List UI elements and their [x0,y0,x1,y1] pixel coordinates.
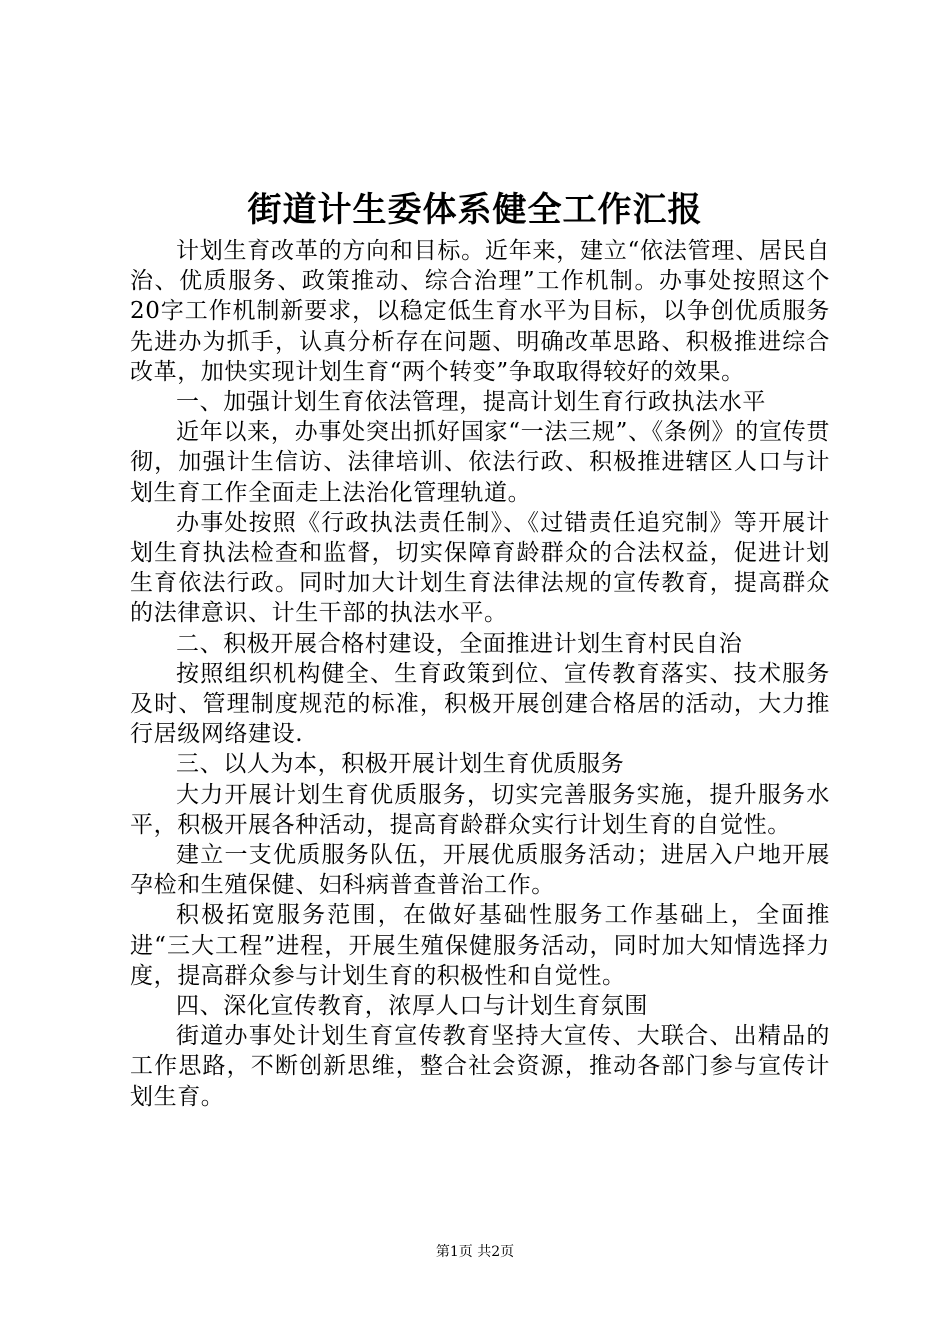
document-body [130,236,830,1112]
paragraph: 办事处按照《行政执法责任制》、《过错责任追究制》等开展计划生育执法检查和监督，切实保障育龄群众的合法权益，促进计划生育依法行政。同时加大计划生育法律法规的宣传教育，提高群众的法律意识、计生干部的执法水平。 [130,509,830,627]
section-heading-3: 三、以人为本，积极开展计划生育优质服务 [176,751,625,778]
paragraph: 大力开展计划生育优质服务，切实完善服务实施，提升服务水平，积极开展各种活动，提高育龄群众实行计划生育的自觉性。 [130,781,830,838]
page-number-footer: 第1页 共2页 [435,1244,515,1260]
paragraph: 积极拓宽服务范围，在做好基础性服务工作基础上，全面推进“三大工程”进程，开展生殖保健服务活动，同时加大知情选择力度，提高群众参与计划生育的积极性和自觉性。 [130,902,830,989]
paragraph: 按照组织机构健全、生育政策到位、宣传教育落实、技术服务及时、管理制度规范的标准，积极开展创建合格居的活动，大力推行居级网络建设. [130,660,830,748]
paragraph-intro: 计划生育改革的方向和目标。近年来，建立“依法管理、居民自治、优质服务、政策推动、综合治理”工作机制。办事处按照这个20字工作机制新要求，以稳定低生育水平为目标，以争创优质服务先进办为抓手，认真分析存在问题、明确改革思路、积极推进综合改革，加快实现计划生育“两个转变”争取取得较好的效果。 [130,238,830,385]
section-heading-4: 四、深化宣传教育，浓厚人口与计划生育氛围 [176,993,648,1020]
paragraph: 近年以来，办事处突出抓好国家“一法三规”、《条例》的宣传贯彻，加强计生信访、法律培训、依法行政、积极推进辖区人口与计划生育工作全面走上法治化管理轨道。 [130,419,830,506]
section-heading-2: 二、积极开展合格村建设，全面推进计划生育村民自治 [176,630,743,657]
paragraph: 建立一支优质服务队伍，开展优质服务活动；进居入户地开展孕检和生殖保健、妇科病普查普治工作。 [130,842,830,899]
paragraph: 街道办事处计划生育宣传教育坚持大宣传、大联合、出精品的工作思路，不断创新思维，整合社会资源，推动各部门参与宣传计划生育。 [130,1023,830,1110]
document-title: 街道计生委体系健全工作汇报 [247,190,703,230]
section-heading-1: 一、加强计划生育依法管理，提高计划生育行政执法水平 [176,389,766,416]
